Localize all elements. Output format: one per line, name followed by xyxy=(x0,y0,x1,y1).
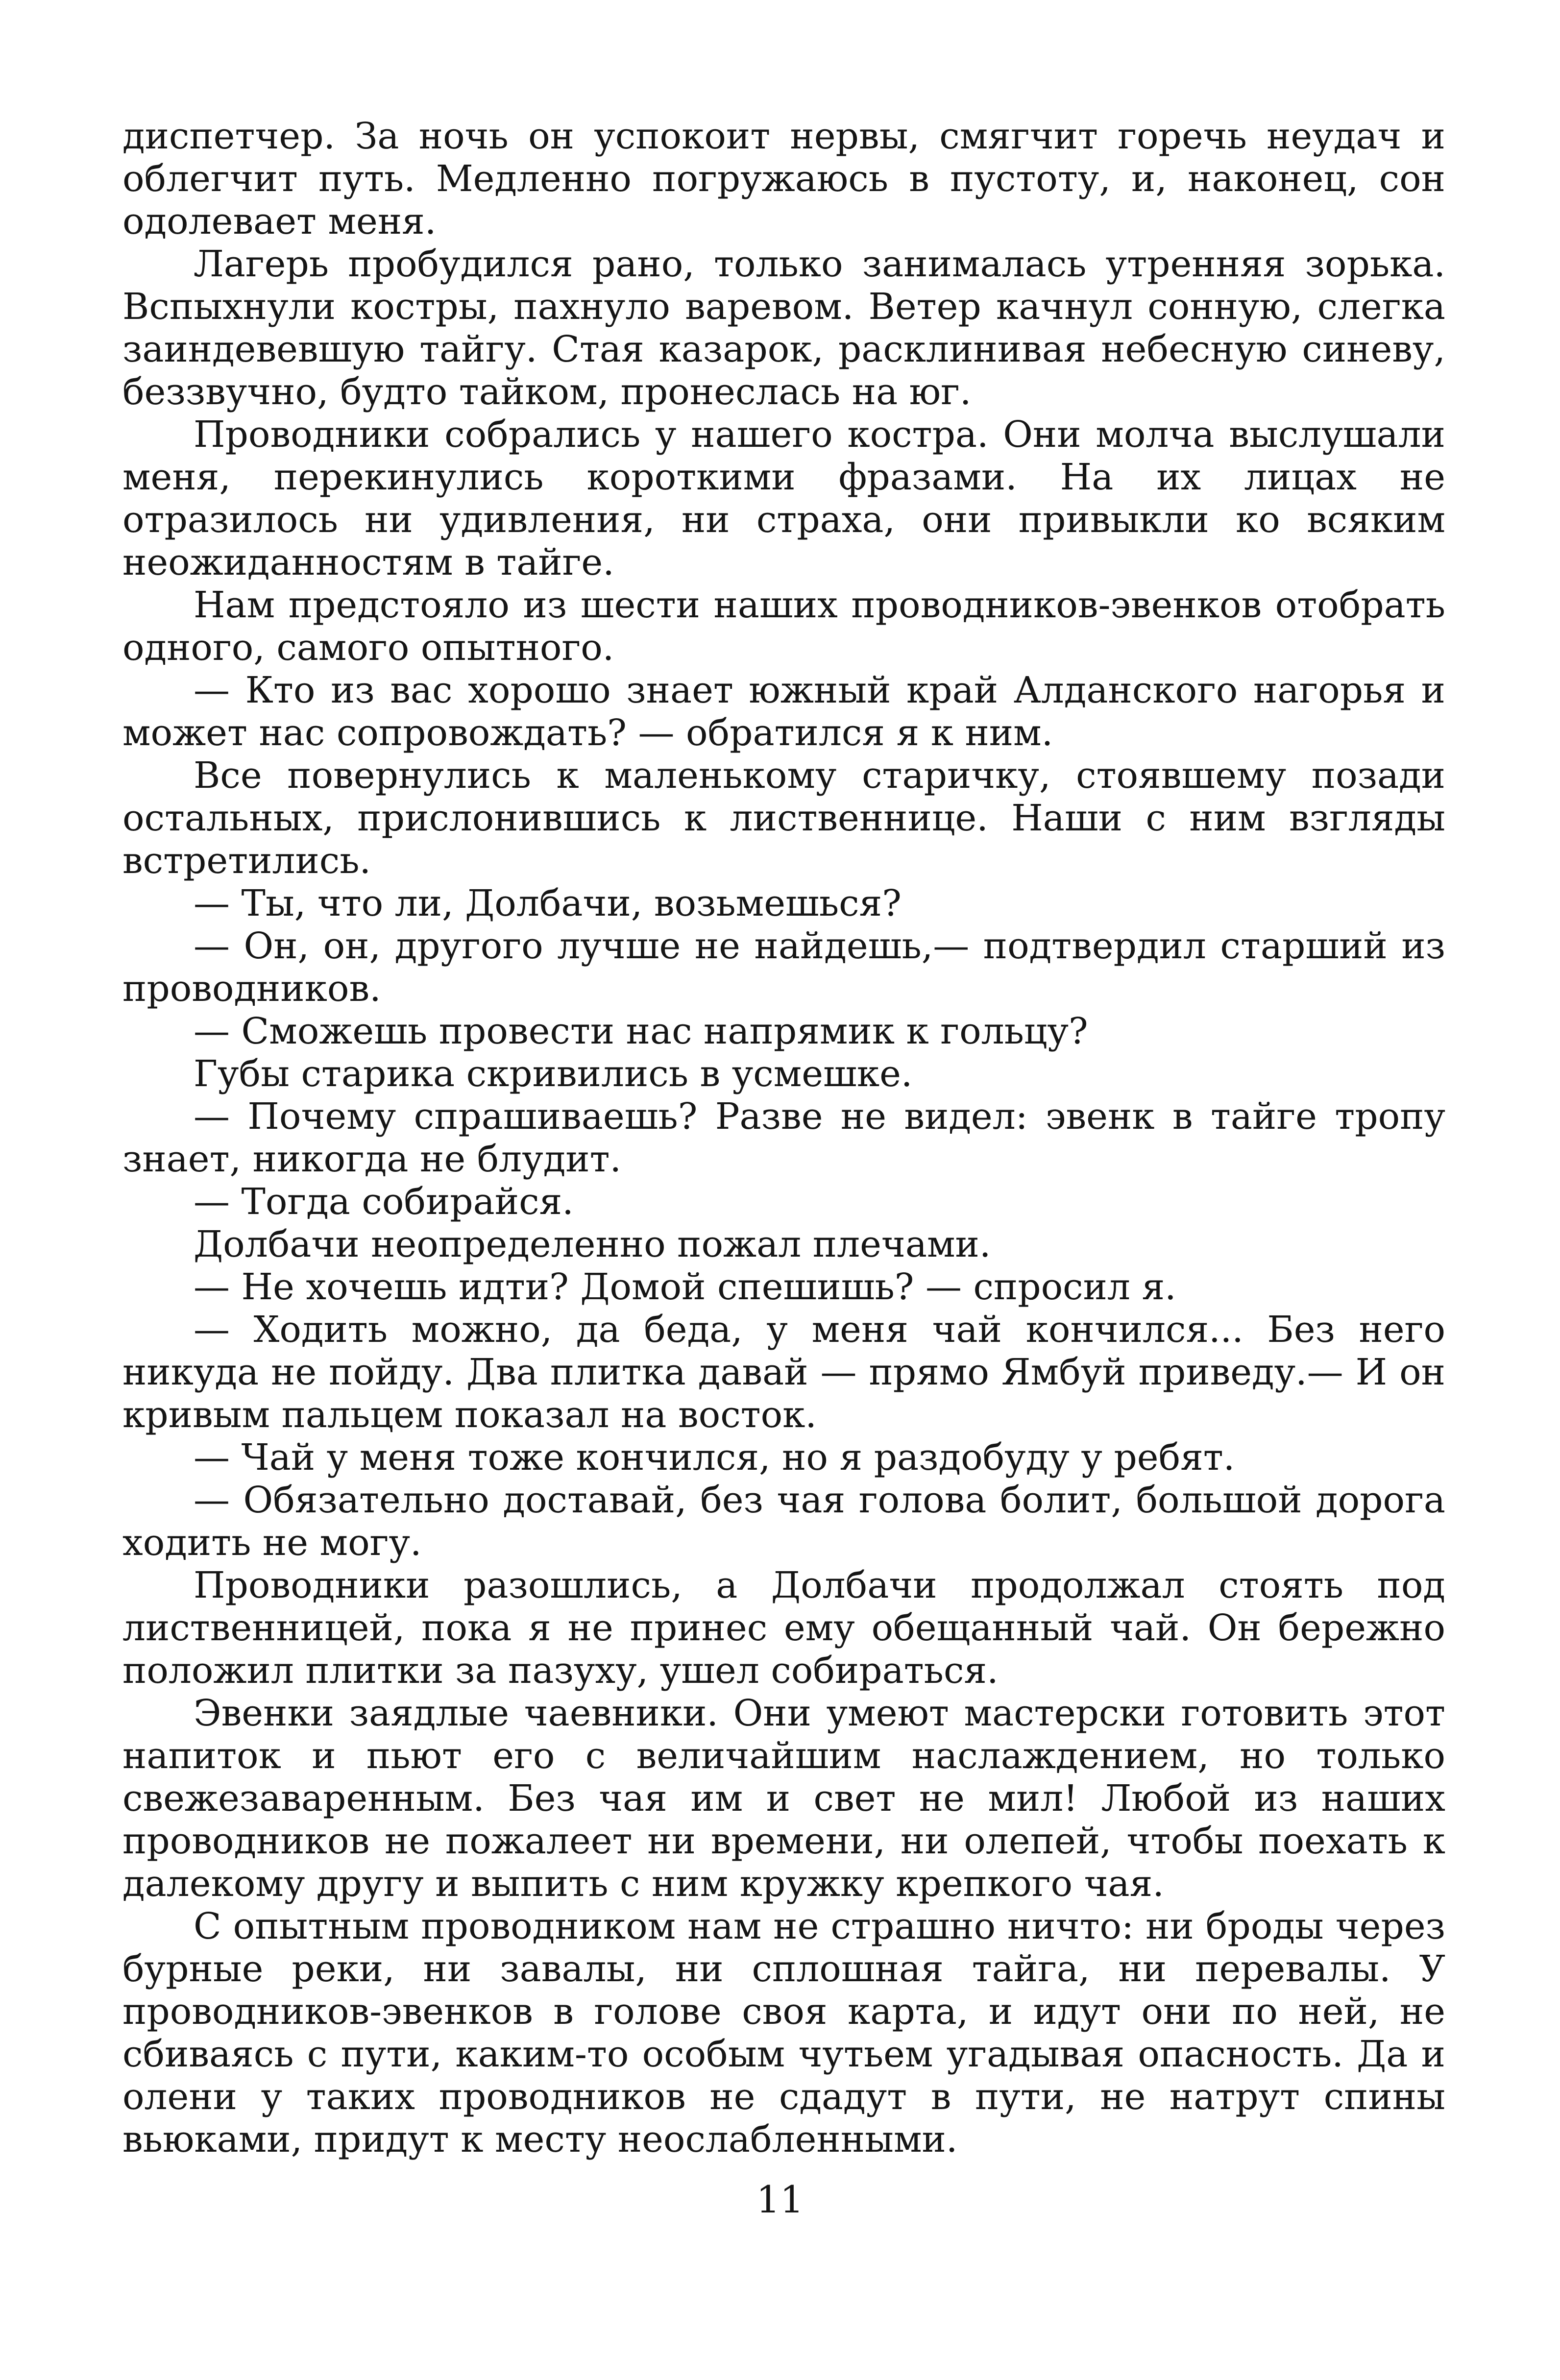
paragraph-8: — Он, он, другого лучше не найдешь,— подтвердил старший из проводников. xyxy=(122,925,1445,1010)
paragraph-10: Губы старика скривились в усмешке. xyxy=(194,1053,913,1095)
paragraph-5: — Кто из вас хорошо знает южный край Алданского нагорья и может нас сопровождать? — обратился я к ним. xyxy=(122,669,1445,754)
paragraph-3: Проводники собрались у нашего костра. Они молча выслушали меня, перекинулись короткими фразами. На их лицах не отразилось ни удивления, ни страха, они привыкли ко всяким неожиданностям в тайге. xyxy=(122,413,1445,583)
paragraph-17: — Обязательно доставай, без чая голова болит, большой дорога ходить не могу. xyxy=(122,1479,1445,1564)
paragraph-14: — Не хочешь идти? Домой спешишь? — спросил я. xyxy=(194,1266,1176,1308)
body-text xyxy=(122,115,1445,2161)
paragraph-9: — Сможешь провести нас напрямик к гольцу? xyxy=(194,1010,1088,1052)
paragraph-7: — Ты, что ли, Долбачи, возьмешься? xyxy=(194,882,902,924)
paragraph-12: — Тогда собирайся. xyxy=(194,1181,574,1223)
paragraph-19: Эвенки заядлые чаевники. Они умеют мастерски готовить этот напиток и пьют его с величайшим наслаждением, но только свежезаваренным. Без чая им и свет не мил! Любой из наших проводников не пожалеет ни времени, ни олепей, чтобы поехать к далекому другу и выпить с ним кружку крепкого чая. xyxy=(122,1692,1445,1905)
page-number: 11 xyxy=(756,2178,804,2221)
paragraph-6: Все повернулись к маленькому старичку, стоявшему позади остальных, прислонившись к лиственнице. Наши с ним взгляды встретились. xyxy=(122,754,1445,882)
paragraph-15: — Ходить можно, да беда, у меня чай кончился... Без него никуда не пойду. Два плитка давай — прямо Ямбуй приведу.— И он кривым пальцем показал на восток. xyxy=(122,1309,1445,1436)
paragraph-18: Проводники разошлись, а Долбачи продолжал стоять под лиственницей, пока я не принес ему обещанный чай. Он бережно положил плитки за пазуху, ушел собираться. xyxy=(122,1564,1445,1692)
paragraph-11: — Почему спрашиваешь? Разве не видел: эвенк в тайге тропу знает, никогда не блудит. xyxy=(122,1095,1445,1180)
paragraph-4: Нам предстояло из шести наших проводников-эвенков отобрать одного, самого опытного. xyxy=(122,584,1445,669)
paragraph-1: диспетчер. За ночь он успокоит нервы, смягчит горечь неудач и облегчит путь. Медленно погружаюсь в пустоту, и, наконец, сон одолевает меня. xyxy=(122,115,1445,243)
paragraph-2: Лагерь пробудился рано, только занималась утренняя зорька. Вспыхнули костры, пахнуло варевом. Ветер качнул сонную, слегка заиндевевшую тайгу. Стая казарок, расклинивая небесную синеву, беззвучно, будто тайком, пронеслась на юг. xyxy=(122,243,1445,413)
paragraph-20: С опытным проводником нам не страшно ничто: ни броды через бурные реки, ни завалы, ни сплошная тайга, ни перевалы. У проводников-эвенков в голове своя карта, и идут они по ней, не сбиваясь с пути, каким-то особым чутьем угадывая опасность. Да и олени у таких проводников не сдадут в пути, не натрут спины вьюками, придут к месту неослабленными. xyxy=(122,1905,1445,2161)
paragraph-13: Долбачи неопределенно пожал плечами. xyxy=(194,1223,991,1265)
paragraph-16: — Чай у меня тоже кончился, но я раздобуду у ребят. xyxy=(194,1436,1235,1479)
